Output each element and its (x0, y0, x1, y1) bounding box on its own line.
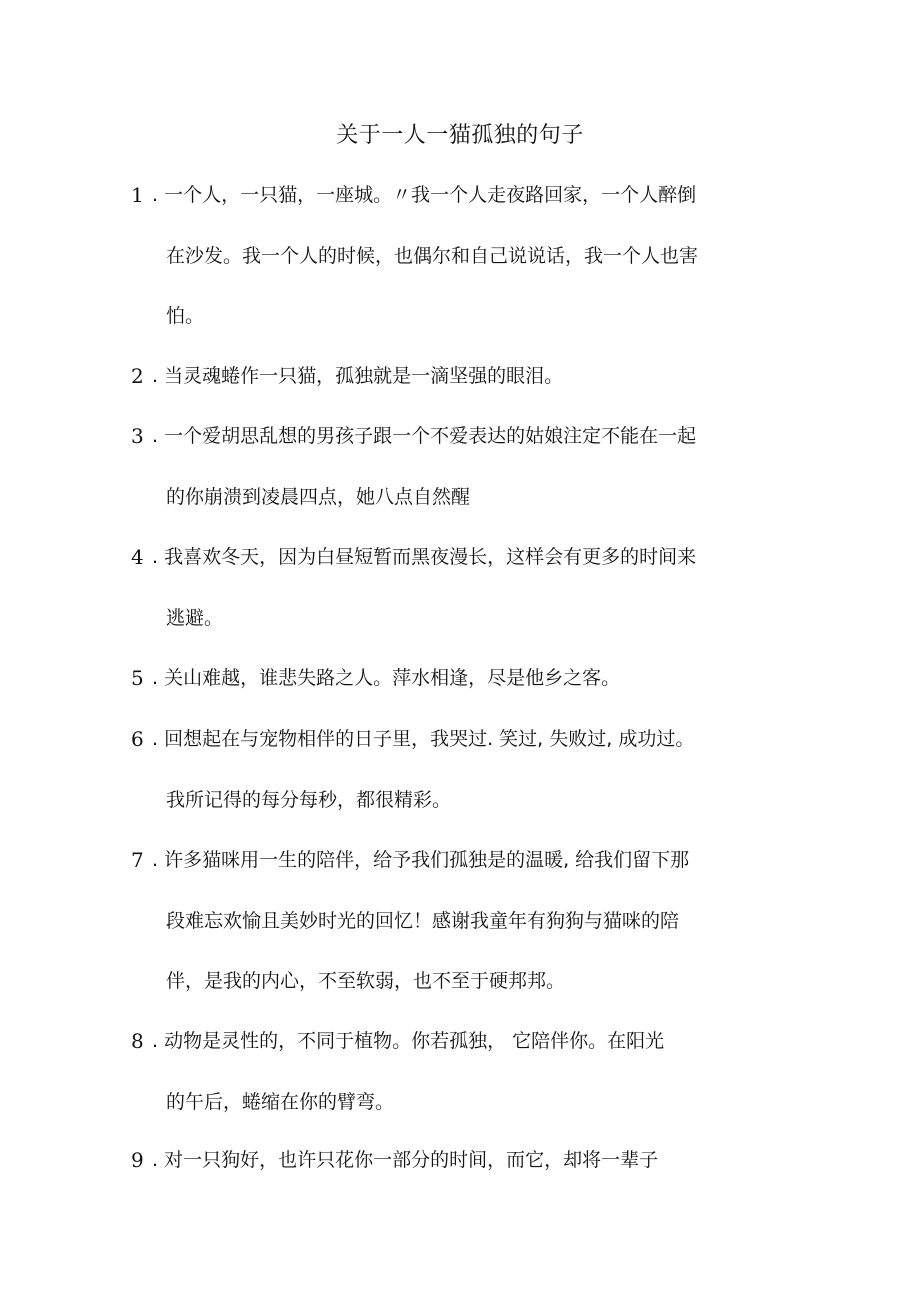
item-text-line: 我所记得的每分每秒，都很精彩。 (166, 788, 452, 811)
page-title: 关于一人一猫孤独的句子 (336, 123, 584, 148)
item-text-line: . 关山难越，谁悲失路之人。萍水相逢，尽是他乡之客。 (152, 667, 621, 689)
item-text-line: . 一个爱胡思乱想的男孩子跟一个不爱表达的姑娘注定不能在一起 (152, 425, 697, 447)
item-text-line: 段难忘欢愉且美妙时光的回忆！感谢我童年有狗狗与猫咪的陪 (166, 909, 680, 932)
item-text-line: . 许多猫咪用一生的陪伴，给予我们孤独是的温暖, 给我们留下那 (152, 849, 690, 871)
list-item (131, 709, 791, 830)
item-number: 6 (131, 727, 144, 751)
item-number: 5 (131, 666, 144, 690)
item-text-line: . 回想起在与宠物相伴的日子里，我哭过. 笑过, 失败过, 成功过。 (152, 728, 695, 750)
item-text-line: 怕。 (166, 305, 205, 327)
list-item (131, 1130, 791, 1191)
list-item (131, 1011, 791, 1132)
item-number: 1 (131, 183, 144, 207)
item-number: 7 (131, 848, 144, 872)
list-item (131, 527, 791, 648)
item-text-line: 逃避。 (166, 606, 224, 629)
item-number: 9 (131, 1148, 144, 1172)
item-text-line: . 一个人，一只猫，一座城。〃我一个人走夜路回家，一个人醉倒 (152, 184, 697, 206)
item-text-line: . 对一只狗好，也许只花你一部分的时间，而它，却将一辈子 (152, 1149, 659, 1171)
list-item (131, 406, 791, 527)
item-text-line: 的你崩溃到凌晨四点，她八点自然醒 (166, 485, 471, 508)
item-text-line: . 我喜欢冬天，因为白昼短暂而黑夜漫长，这样会有更多的时间来 (152, 546, 697, 568)
item-number: 4 (131, 545, 144, 569)
item-number: 3 (131, 424, 144, 448)
item-text-line: . 当灵魂蜷作一只猫，孤独就是一滴坚强的眼泪。 (152, 365, 564, 387)
item-text-line: 的午后，蜷缩在你的臂弯。 (166, 1090, 395, 1113)
list-item (131, 346, 791, 407)
list-item (131, 648, 791, 709)
list-item (131, 830, 791, 1012)
item-text-line: . 动物是灵性的，不同于植物。你若孤独， 它陪伴你。在阳光 (152, 1030, 665, 1052)
item-text-line: 伴，是我的内心，不至软弱，也不至于硬邦邦。 (166, 970, 566, 992)
list-item (131, 165, 791, 347)
item-number: 2 (131, 364, 144, 388)
item-number: 8 (131, 1029, 144, 1053)
item-text-line: 在沙发。我一个人的时候，也偶尔和自己说说话，我一个人也害 (166, 244, 699, 267)
